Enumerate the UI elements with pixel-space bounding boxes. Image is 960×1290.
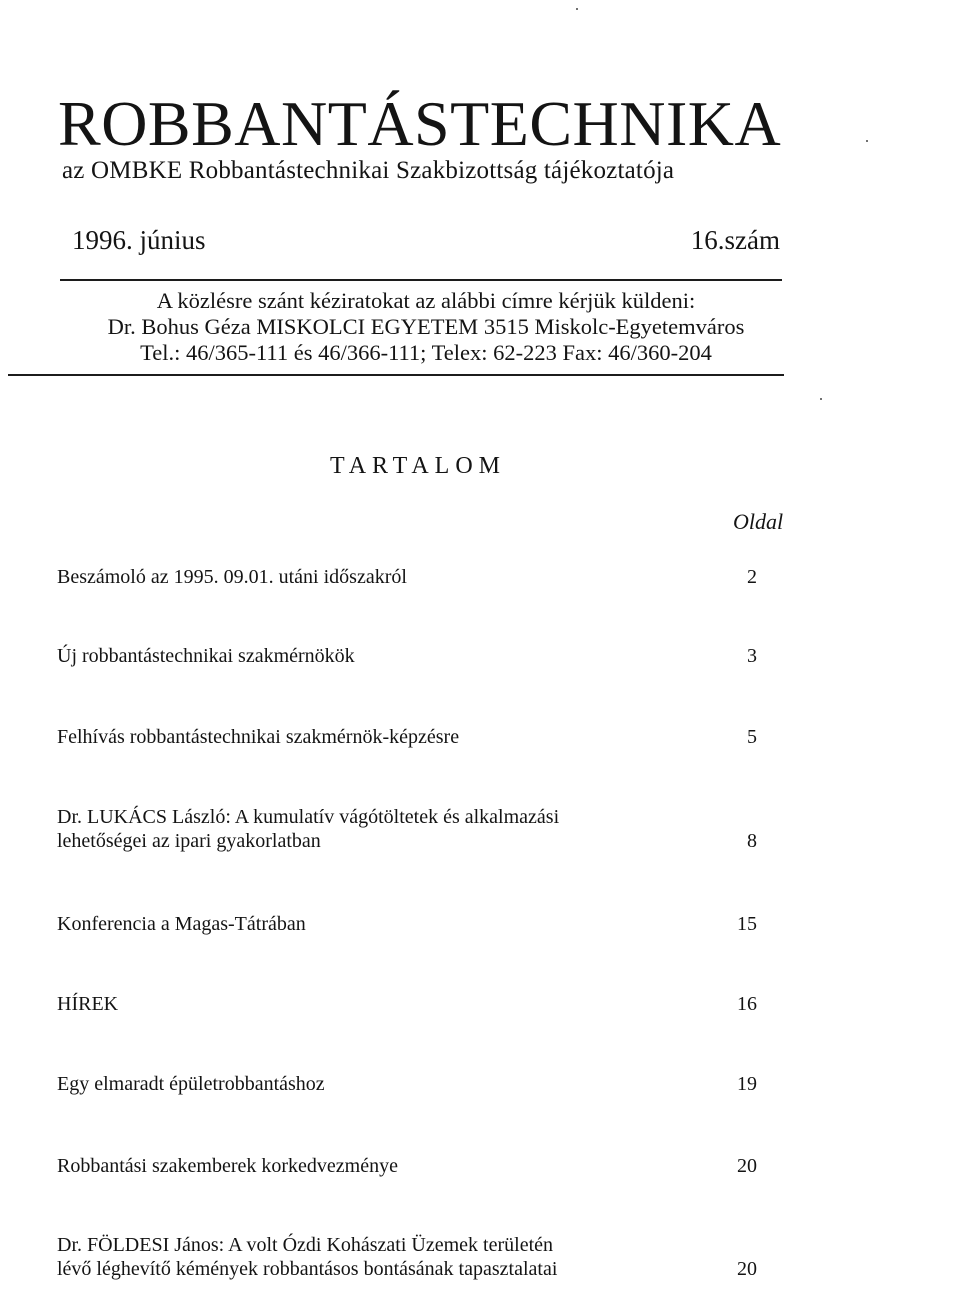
toc-entry-title-line2: lehetőségei az ipari gyakorlatban [57,830,321,852]
toc-entry [57,992,767,1016]
contact-line-address: Dr. Bohus Géza MISKOLCI EGYETEM 3515 Miskolc-Egyetemváros [107,314,745,339]
toc-entry-page: 5 [747,726,757,748]
toc-entry-page: 8 [747,830,757,852]
toc-heading: TARTALOM [329,453,507,479]
toc-entry-title: Beszámoló az 1995. 09.01. utáni időszakról [57,566,407,588]
toc-entry-title: Robbantási szakemberek korkedvezménye [57,1155,398,1177]
toc-entry-title: Új robbantástechnikai szakmérnökök [57,645,355,667]
contact-line-phone: Tel.: 46/365-111 és 46/366-111; Telex: 62-223 Fax: 46/360-204 [140,340,712,365]
toc-entry-page: 19 [737,1073,757,1095]
journal-subtitle: az OMBKE Robbantástechnikai Szakbizottság tájékoztatója [62,157,675,184]
toc-entry-title: HÍREK [57,993,119,1015]
toc-entry-title-line1: Dr. LUKÁCS László: A kumulatív vágótöltetek és alkalmazási [57,806,560,828]
toc-entry-title: Egy elmaradt épületrobbantáshoz [57,1073,325,1095]
toc-entry-title: Felhívás robbantástechnikai szakmérnök-képzésre [57,726,460,748]
toc-entry [57,1072,767,1096]
scan-speck [576,8,578,10]
toc-entry-page: 15 [737,913,757,935]
toc-entry-title: Konferencia a Magas-Tátrában [57,913,306,935]
toc-entry-page: 20 [737,1258,757,1280]
scan-speck [866,140,868,142]
toc-entry-page: 2 [747,566,757,588]
toc-entry-page: 20 [737,1155,757,1177]
issue-date: 1996. június [72,225,206,255]
toc-entry-page: 3 [747,645,757,667]
scan-speck [820,398,822,400]
toc-entry-title-line2: lévő léghevítő kémények robbantásos bontásának tapasztalatai [57,1258,558,1280]
toc-entry [57,725,767,749]
toc-entry [57,1154,767,1178]
contact-info [66,288,786,366]
page-column-label: Oldal [733,509,784,534]
issue-number: 16.szám [690,225,780,255]
journal-title: ROBBANTÁSTECHNIKA [58,88,782,159]
toc-entry [57,805,767,853]
toc-entry [57,644,767,668]
top-divider [60,279,782,281]
toc-entry-page: 16 [737,993,757,1015]
bottom-divider [8,374,784,376]
contact-line-submission: A közlésre szánt kéziratokat az alábbi címre kérjük küldeni: [156,288,696,313]
toc-entry [57,1233,767,1281]
toc-entry [57,565,767,589]
toc-entry [57,912,767,936]
toc-entry-title-line1: Dr. FÖLDESI János: A volt Ózdi Kohászati Üzemek területén [57,1234,554,1256]
